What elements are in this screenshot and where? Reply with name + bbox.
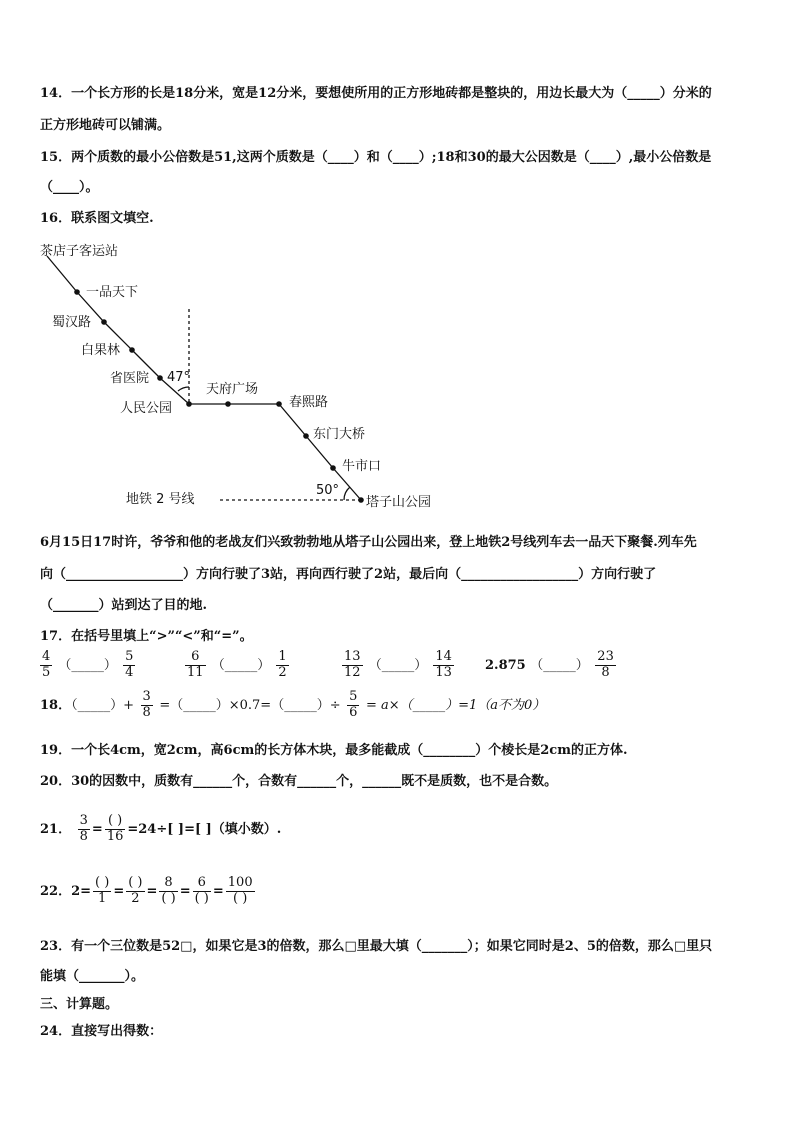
subway-line-label: 地铁 2 号线 <box>126 492 195 507</box>
station-dot <box>330 465 336 471</box>
station-label: 白果林 <box>81 343 121 358</box>
q19-text: 19．一个长4cm，宽2cm，高6cm的长方体木块，最多能截成（________）个棱长是2cm的正方体. <box>40 743 628 758</box>
q16-title: 16．联系图文填空. <box>40 211 154 226</box>
angle-label: 50° <box>316 483 340 498</box>
q23-line2: 能填（_______）。 <box>40 969 145 984</box>
q24-text: 24．直接写出得数： <box>40 1024 163 1039</box>
station-label: 一品天下 <box>86 285 139 300</box>
station-label: 东门大桥 <box>313 427 366 442</box>
station-label: 天府广场 <box>206 382 259 397</box>
q21-line: 21． $\frac{3}{8}$ = $\frac{( )}{16}$ =24÷[ ]=[ ]（填小数）. <box>40 813 282 844</box>
station-label: 人民公园 <box>120 401 173 416</box>
q17-title: 17．在括号里填上“>”“<”和“=”。 <box>40 629 253 644</box>
angle-arc-50 <box>344 487 350 500</box>
station-dot <box>303 433 309 439</box>
q17-item-4: 2.875 （_____） $\frac{23}{8}$ <box>485 649 614 680</box>
station-dot <box>101 319 107 325</box>
station-label: 牛市口 <box>342 459 382 474</box>
q16-para2: 向（__________________）方向行驶了3站，再向西行驶了2站，最后向（__________________）方向行驶了 <box>40 567 657 582</box>
station-dot <box>186 401 192 407</box>
angle-arc-47 <box>178 387 189 391</box>
station-label: 塔子山公园 <box>366 495 432 510</box>
q15-line1: 15．两个质数的最小公倍数是51,这两个质数是（____）和（____）;18和30的最大公因数是（____）,最小公倍数是 <box>40 150 712 165</box>
q22-line: 22．2= $\frac{( )}{1}$ = $\frac{( )}{2}$ = $\frac{8}{( )}$ = $\frac{6}{( )}$ = $\frac{100}{( )}$ <box>40 875 253 906</box>
angle-label: 47° <box>167 370 191 385</box>
station-dot <box>358 497 364 503</box>
subway-map <box>0 235 794 515</box>
station-label: 春熙路 <box>289 395 329 410</box>
q16-para1: 6月15日17时许，爷爷和他的老战友们兴致勃勃地从塔子山公园出来，登上地铁2号线列车去一品天下聚餐.列车先 <box>40 535 697 550</box>
section-3-heading: 三、计算题。 <box>40 997 119 1012</box>
station-label: 茶店子客运站 <box>40 244 119 259</box>
q14-line1: 14．一个长方形的长是18分米，宽是12分米，要想使所用的正方形地砖都是整块的，用边长最大为（_____）分米的 <box>40 86 712 101</box>
station-dot <box>74 289 80 295</box>
q18-line: 18．（_____）+ $\frac{3}{8}$ =（_____）×0.7=（_____）÷ $\frac{5}{6}$ = a×（_____）=1（a不为0） <box>40 689 546 720</box>
station-label: 蜀汉路 <box>52 315 92 330</box>
station-dot <box>225 401 231 407</box>
q15-line2: （____）。 <box>40 180 99 195</box>
q17-item-1: $\frac{4}{5}$ （_____） $\frac{5}{4}$ <box>42 649 134 680</box>
station-dot <box>129 347 135 353</box>
q14-line2: 正方形地砖可以铺满。 <box>40 118 171 133</box>
station-dot <box>157 375 163 381</box>
q17-item-2: $\frac{6}{11}$ （_____） $\frac{1}{2}$ <box>187 649 287 680</box>
q20-text: 20．30的因数中，质数有______个，合数有______个，______既不是质数，也不是合数。 <box>40 774 558 789</box>
q16-para3: （_______）站到达了目的地. <box>40 598 208 613</box>
q17-item-3: $\frac{13}{12}$ （_____） $\frac{14}{13}$ <box>344 649 452 680</box>
q23-line1: 23．有一个三位数是52□，如果它是3的倍数，那么□里最大填（_______）；如果它同时是2、5的倍数，那么□里只 <box>40 939 713 954</box>
station-label: 省医院 <box>110 371 150 386</box>
station-dot <box>276 401 282 407</box>
